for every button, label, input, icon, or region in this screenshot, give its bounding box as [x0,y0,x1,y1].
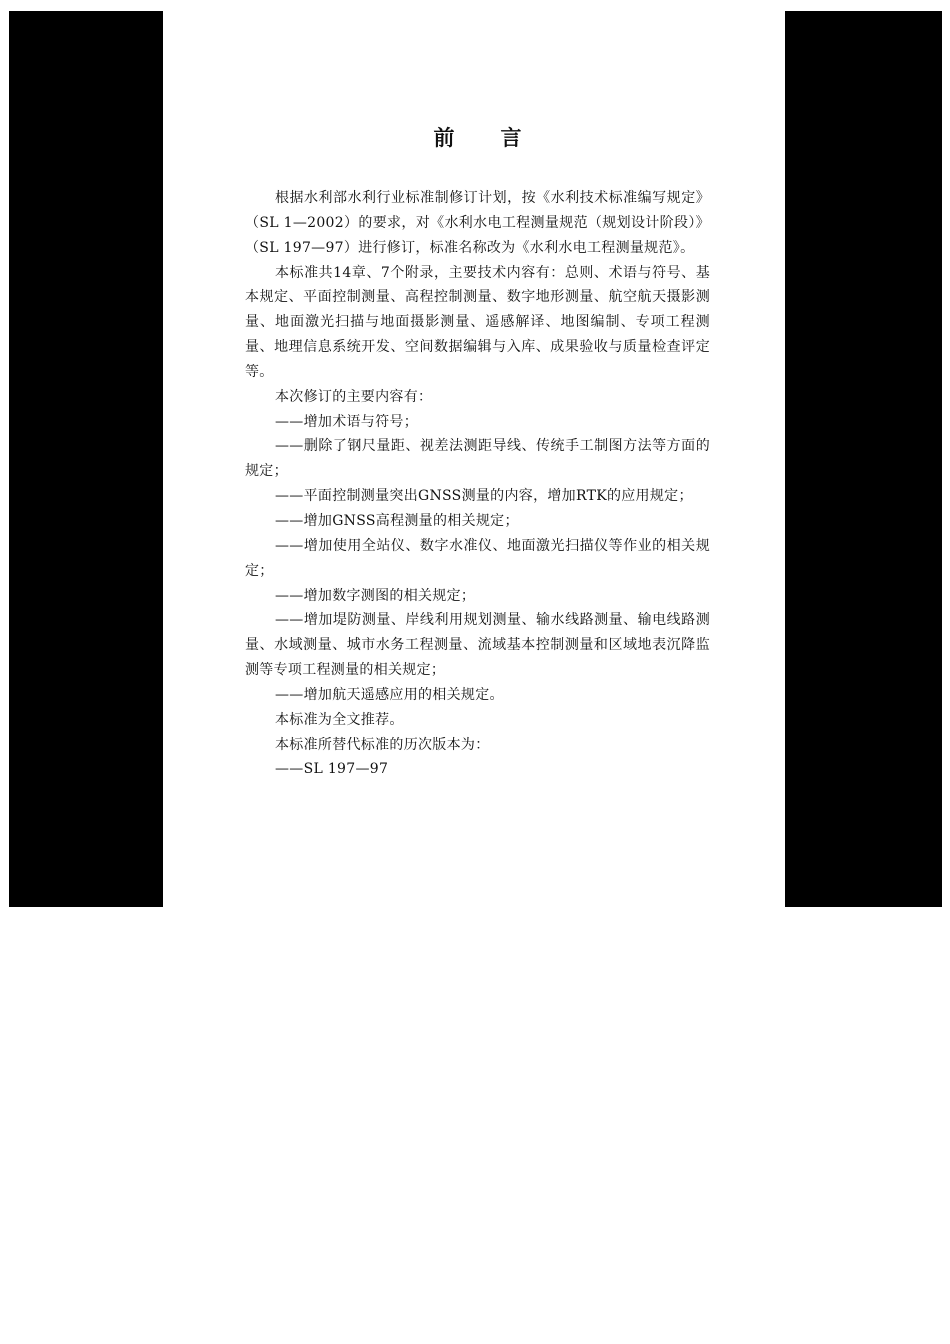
preface-body [245,186,710,782]
history-item: ——SL 197—97 [275,761,389,778]
title-char-2: 言 [500,126,522,150]
paragraph-content-summary: 本标准共14章、7个附录，主要技术内容有：总则、术语与符号、基本规定、平面控制测量、高程控制测量、数字地形测量、航空航天摄影测量、地面激光扫描与地面摄影测量、遥感解译、地图编制、专项工程测量、地理信息系统开发、空间数据编辑与入库、成果验收与质量检查评定等。 [245,264,710,380]
scan-border-right [785,11,942,907]
scan-border-left [9,11,163,907]
page-title [245,122,710,154]
revision-item: ——增加使用全站仪、数字水准仪、地面激光扫描仪等作业的相关规定； [245,537,710,579]
revision-item: ——增加术语与符号； [275,413,418,430]
paragraph-recommendation: 本标准为全文推荐。 [275,711,404,728]
revision-item: ——增加航天遥感应用的相关规定。 [275,686,504,703]
title-char-1: 前 [433,126,455,150]
revision-item: ——平面控制测量突出GNSS测量的内容，增加RTK的应用规定； [275,488,693,505]
revision-item: ——增加堤防测量、岸线利用规划测量、输水线路测量、输电线路测量、水域测量、城市水务工程测量、流域基本控制测量和区域地表沉降监测等专项工程测量的相关规定； [245,612,710,679]
revision-item: ——删除了钢尺量距、视差法测距导线、传统手工制图方法等方面的规定； [245,438,710,480]
paragraph-revision-basis: 根据水利部水利行业标准制修订计划，按《水利技术标准编写规定》（SL 1—2002）的要求，对《水利水电工程测量规范（规划设计阶段）》（SL 197—97）进行修订，标准名称改为《水利水电工程测量规范》。 [245,190,710,256]
revision-item: ——增加数字测图的相关规定； [275,587,476,604]
revision-item: ——增加GNSS高程测量的相关规定； [275,512,519,529]
paragraph-history-intro: 本标准所替代标准的历次版本为： [275,736,490,753]
paragraph-revision-intro: 本次修订的主要内容有： [275,388,433,405]
